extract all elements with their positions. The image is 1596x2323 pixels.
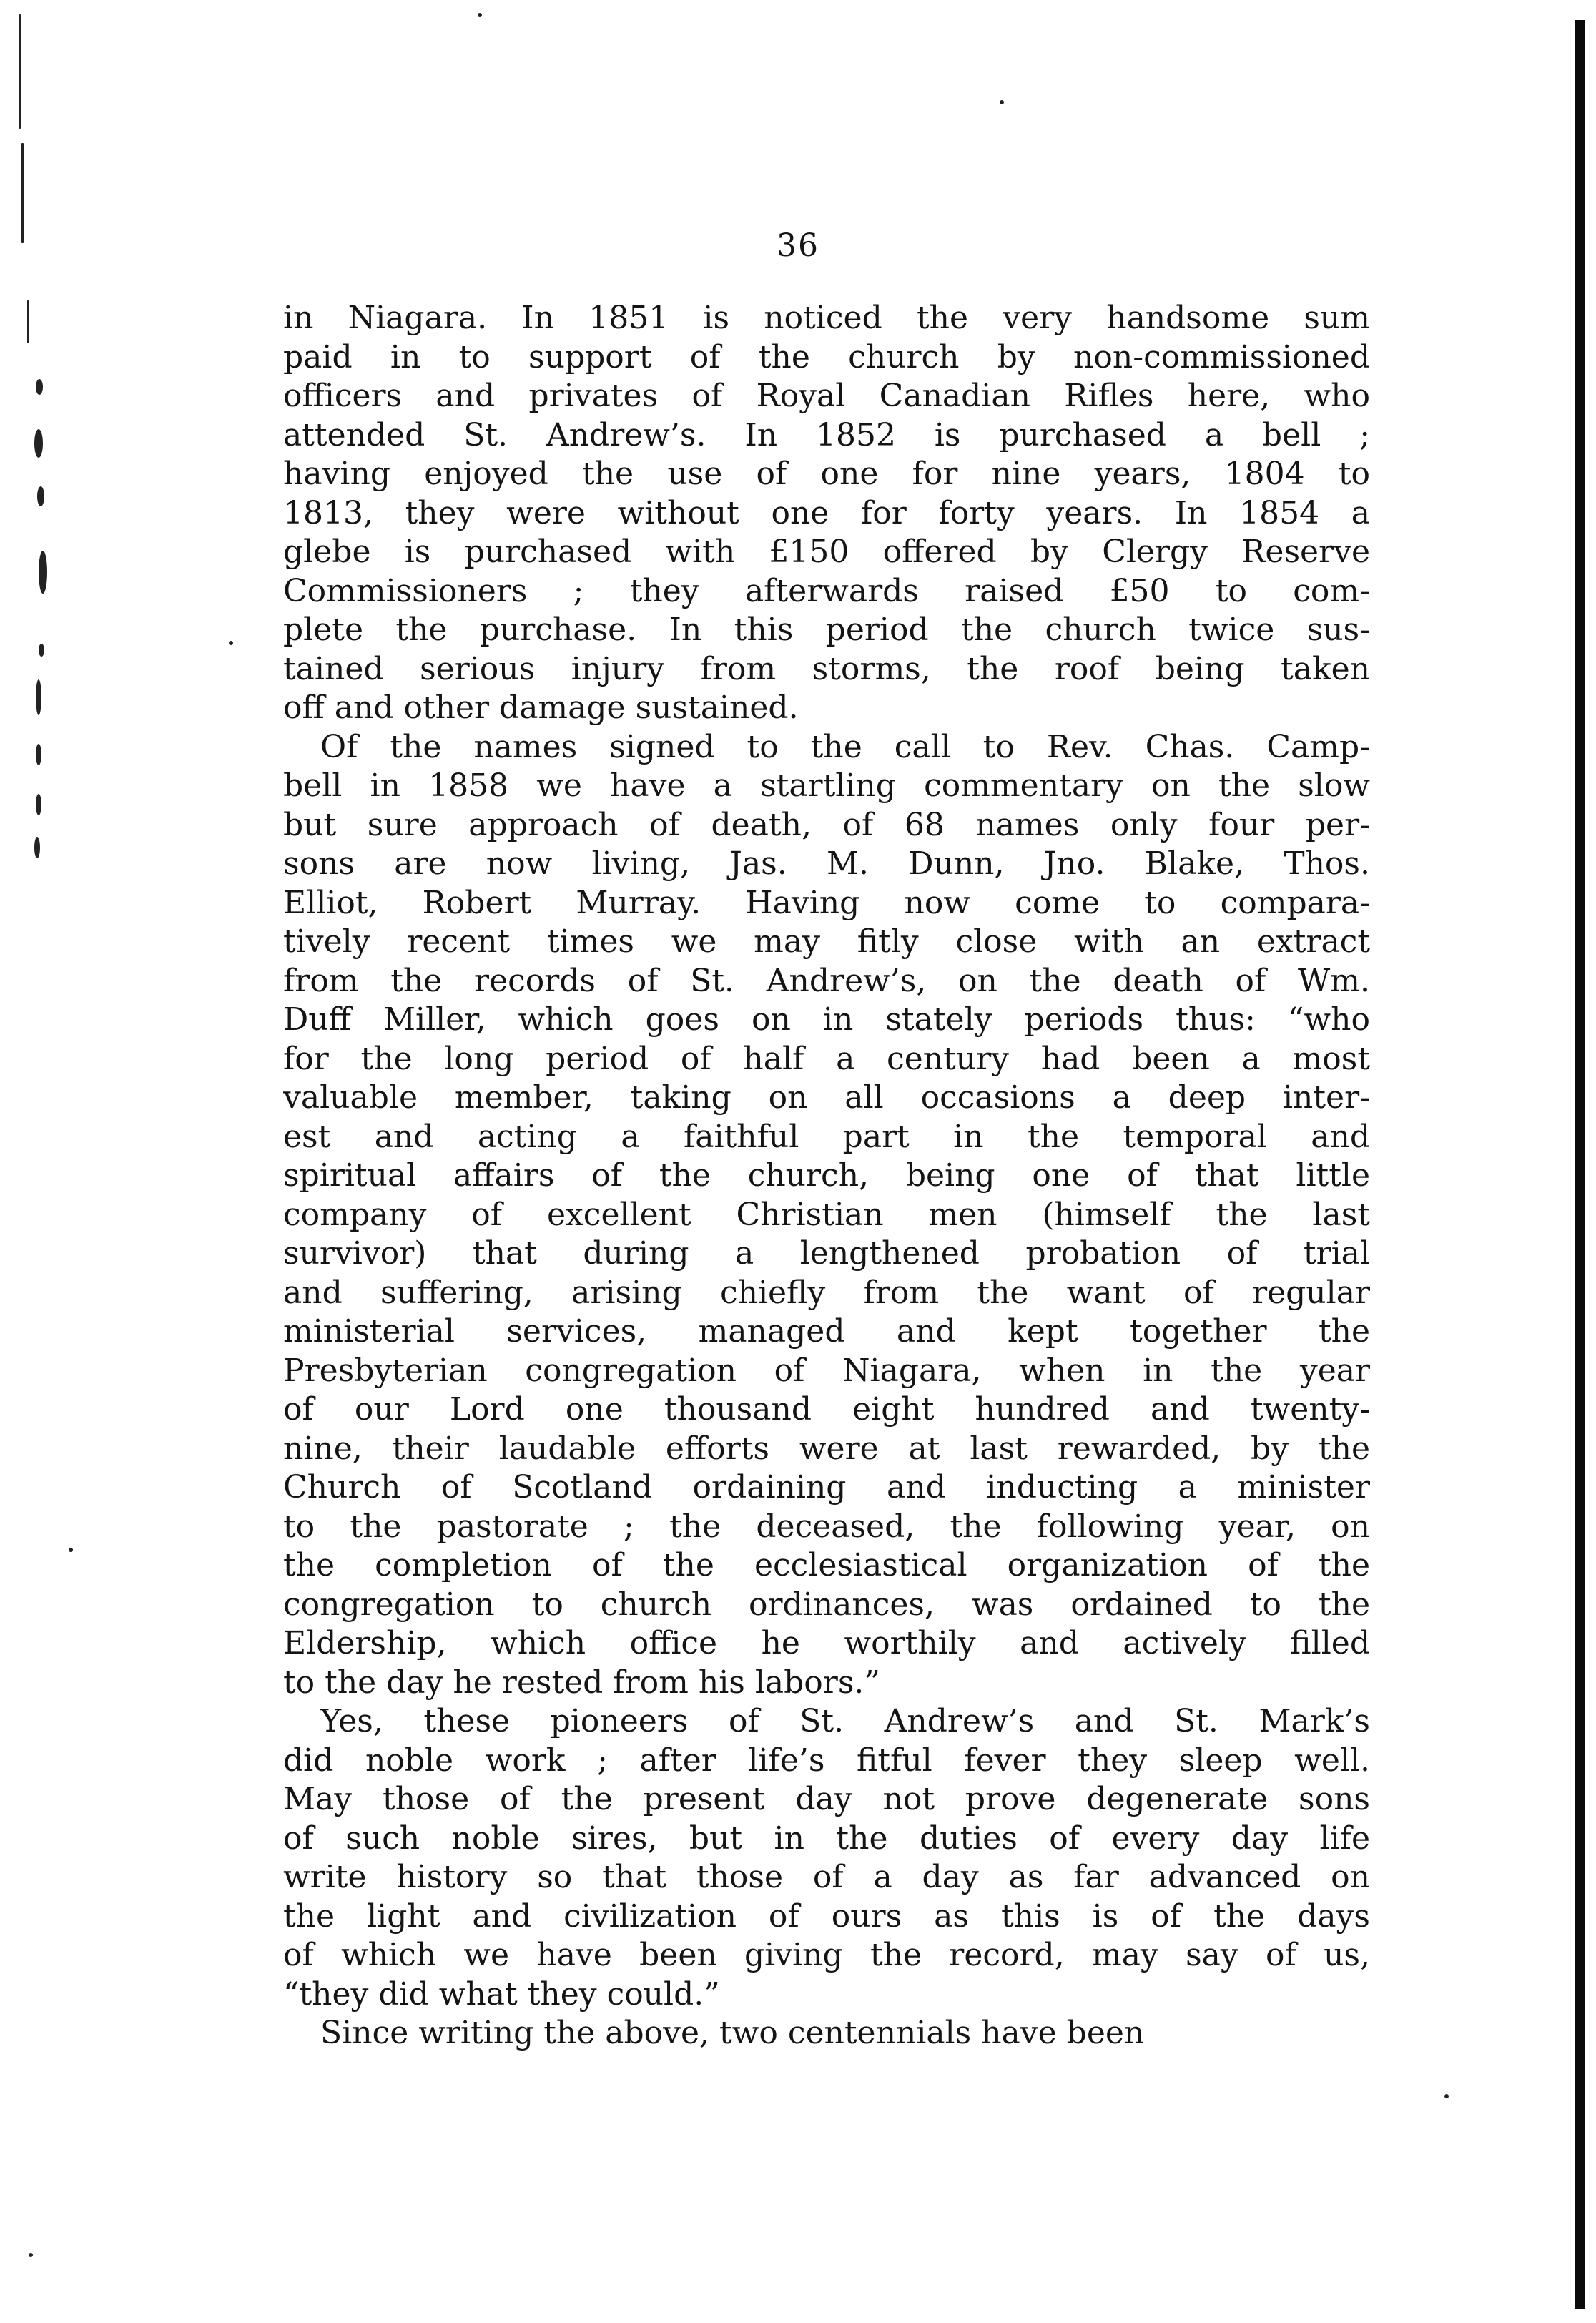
text-line: May those of the present day not prove degenerate sons — [283, 1781, 1370, 1817]
text-line: of our Lord one thousand eight hundred and twenty- — [283, 1391, 1370, 1428]
text-line: spiritual affairs of the church, being one of that little — [283, 1157, 1370, 1194]
text-line: in Niagara. In 1851 is noticed the very handsome sum — [283, 300, 1370, 336]
text-line: of which we have been giving the record, may say of us, — [283, 1937, 1370, 1973]
text-line: Eldership, which office he worthily and actively filled — [283, 1625, 1370, 1661]
text-line: plete the purchase. In this period the church twice sus- — [283, 612, 1370, 648]
text-line: congregation to church ordinances, was ordained to the — [283, 1586, 1370, 1623]
scan-speck — [1444, 2094, 1449, 2098]
text-line: Of the names signed to the call to Rev. Chas. Camp- — [320, 728, 1370, 765]
text-line: sons are now living, Jas. M. Dunn, Jno. Blake, Thos. — [283, 845, 1370, 882]
scan-speck — [29, 2253, 33, 2257]
text-line: 1813, they were without one for forty years. In 1854 a — [283, 494, 1370, 531]
text-line: to the pastorate ; the deceased, the following year, on — [283, 1508, 1370, 1545]
text-line: write history so that those of a day as far advanced on — [283, 1859, 1370, 1895]
paragraph — [283, 299, 1370, 728]
text-line: survivor) that during a lengthened probation of trial — [283, 1235, 1370, 1272]
scan-speck — [229, 641, 233, 645]
text-line: to the day he rested from his labors.” — [283, 1664, 880, 1701]
text-line: paid in to support of the church by non-commissioned — [283, 338, 1370, 375]
text-line: Elliot, Robert Murray. Having now come to compara- — [283, 884, 1370, 921]
text-line: off and other damage sustained. — [283, 689, 799, 726]
text-line: “they did what they could.” — [283, 1975, 720, 2013]
page-number: 36 — [777, 227, 819, 264]
left-margin-scan-marks — [14, 0, 57, 858]
text-line: est and acting a faithful part in the temporal and — [283, 1118, 1370, 1155]
text-line: attended St. Andrew’s. In 1852 is purchased a bell ; — [283, 416, 1370, 453]
paragraph — [283, 2014, 1370, 2053]
text-line: tively recent times we may fitly close with an extract — [283, 923, 1370, 960]
scan-speck — [478, 13, 482, 17]
text-line: the light and civilization of ours as this is of the days — [283, 1897, 1370, 1935]
text-line: ministerial services, managed and kept together the — [283, 1313, 1370, 1350]
text-line: having enjoyed the use of one for nine years, 1804 to — [283, 456, 1370, 492]
page-edge-bar — [1575, 20, 1585, 2309]
text-line: but sure approach of death, of 68 names only four per- — [283, 806, 1370, 843]
text-line: did noble work ; after life’s fitful fever they sleep well. — [283, 1742, 1370, 1779]
text-line: from the records of St. Andrew’s, on the death of Wm. — [283, 962, 1370, 999]
text-line: the completion of the ecclesiastical organization of the — [283, 1547, 1370, 1583]
text-line: of such noble sires, but in the duties of every day life — [283, 1819, 1370, 1857]
text-line: for the long period of half a century had been a most — [283, 1040, 1370, 1077]
text-line: Commissioners ; they afterwards raised £50 to com- — [283, 572, 1370, 609]
text-line: bell in 1858 we have a startling commentary on the slow — [283, 767, 1370, 804]
text-line: Yes, these pioneers of St. Andrew’s and St. Mark’s — [320, 1703, 1370, 1739]
text-line: nine, their laudable efforts were at last rewarded, by the — [283, 1430, 1370, 1467]
text-line: Duff Miller, which goes on in stately periods thus: “who — [283, 1001, 1370, 1038]
paragraph — [283, 1702, 1370, 2014]
text-line: and suffering, arising chiefly from the want of regular — [283, 1274, 1370, 1311]
scan-speck — [69, 1548, 73, 1552]
text-line: officers and privates of Royal Canadian Rifles here, who — [283, 378, 1370, 414]
text-line: company of excellent Christian men (himself the last — [283, 1196, 1370, 1233]
text-line: glebe is purchased with £150 offered by Clergy Reserve — [283, 534, 1370, 570]
text-line: Church of Scotland ordaining and inducting a minister — [283, 1469, 1370, 1506]
text-line: Since writing the above, two centennials have been — [320, 2015, 1145, 2051]
scan-speck — [1000, 100, 1004, 104]
body-text — [283, 299, 1370, 2053]
text-line: Presbyterian congregation of Niagara, when in the year — [283, 1352, 1370, 1389]
text-line: valuable member, taking on all occasions a deep inter- — [283, 1079, 1370, 1116]
paragraph — [283, 728, 1370, 1703]
text-line: tained serious injury from storms, the roof being taken — [283, 650, 1370, 687]
